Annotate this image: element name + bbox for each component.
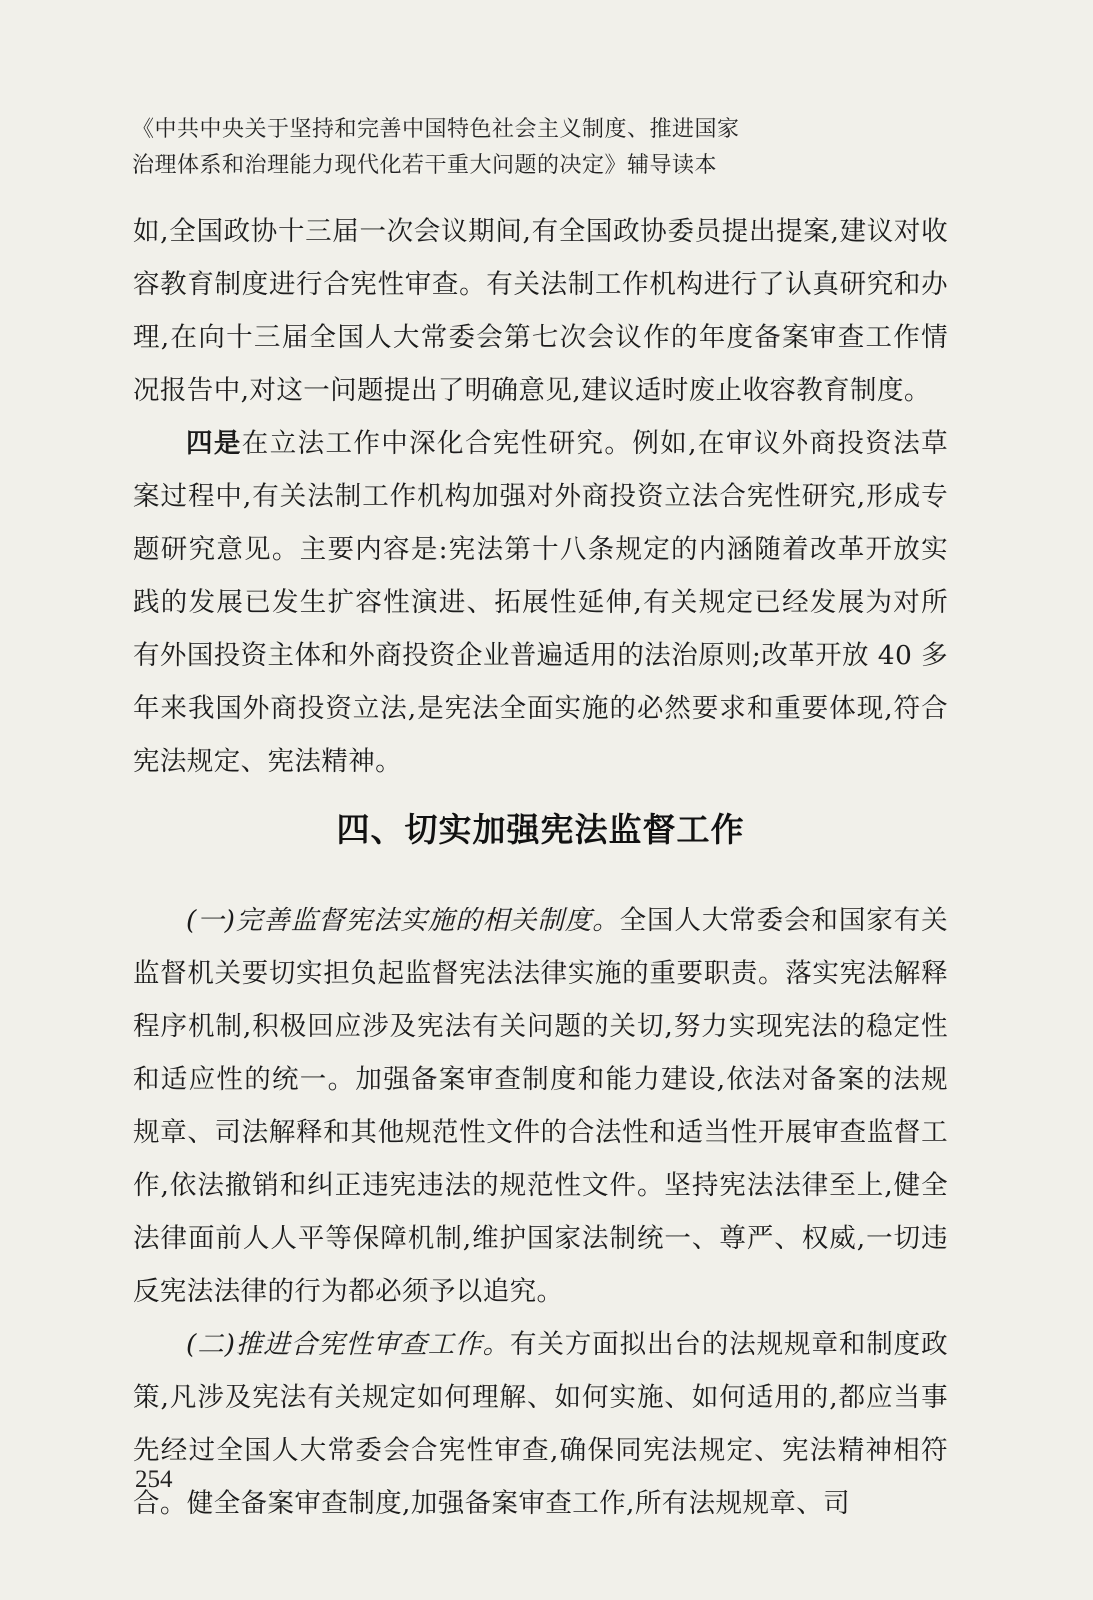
subsection-heading-2: (二)推进合宪性审查工作。: [186, 1329, 510, 1360]
paragraph-subsection-1: [133, 894, 948, 1318]
page-number: 254: [135, 1466, 173, 1493]
paragraph-body: 有关方面拟出台的法规规章和制度政策,凡涉及宪法有关规定如何理解、如何实施、如何适用的,都应当事先经过全国人大常委会合宪性审查,确保同宪法规定、宪法精神相符合。健全备案审查制度,加强备案审查工作,所有法规规章、司: [133, 1329, 948, 1519]
paragraph-fourth-point: [133, 417, 948, 788]
body-text-top: [133, 205, 948, 788]
section-heading: 四、切实加强宪法监督工作: [336, 810, 745, 849]
paragraph-body: 全国人大常委会和国家有关监督机关要切实担负起监督宪法法律实施的重要职责。落实宪法解释程序机制,积极回应涉及宪法有关问题的关切,努力实现宪法的稳定性和适应性的统一。加强备案审查制度和能力建设,依法对备案的法规规章、司法解释和其他规范性文件的合法性和适当性开展审查监督工作,依法撤销和纠正违宪违法的规范性文件。坚持宪法法律至上,健全法律面前人人平等保障机制,维护国家法制统一、尊严、权威,一切违反宪法法律的行为都必须予以追究。: [133, 905, 948, 1307]
running-head: [132, 112, 952, 184]
paragraph-lead-bold: 四是: [186, 428, 242, 459]
subsection-heading-1: (一)完善监督宪法实施的相关制度。: [186, 905, 620, 936]
paragraph-body: 在立法工作中深化合宪性研究。例如,在审议外商投资法草案过程中,有关法制工作机构加强对外商投资立法合宪性研究,形成专题研究意见。主要内容是:宪法第十八条规定的内涵随着改革开放实践的发展已发生扩容性演进、拓展性延伸,有关规定已经发展为对所有外国投资主体和外商投资企业普遍适用的法治原则;改革开放 40 多年来我国外商投资立法,是宪法全面实施的必然要求和重要体现,符合宪法规定、宪法精神。: [133, 428, 948, 777]
paragraph-subsection-2: [133, 1318, 948, 1530]
body-text-bottom: [133, 894, 948, 1530]
running-head-line-1: 《中共中央关于坚持和完善中国特色社会主义制度、推进国家: [132, 117, 740, 142]
paragraph-continued: 如,全国政协十三届一次会议期间,有全国政协委员提出提案,建议对收容教育制度进行合宪性审查。有关法制工作机构进行了认真研究和办理,在向十三届全国人大常委会第七次会议作的年度备案审查工作情况报告中,对这一问题提出了明确意见,建议适时废止收容教育制度。: [133, 216, 948, 406]
running-head-line-2: 治理体系和治理能力现代化若干重大问题的决定》辅导读本: [132, 153, 718, 178]
